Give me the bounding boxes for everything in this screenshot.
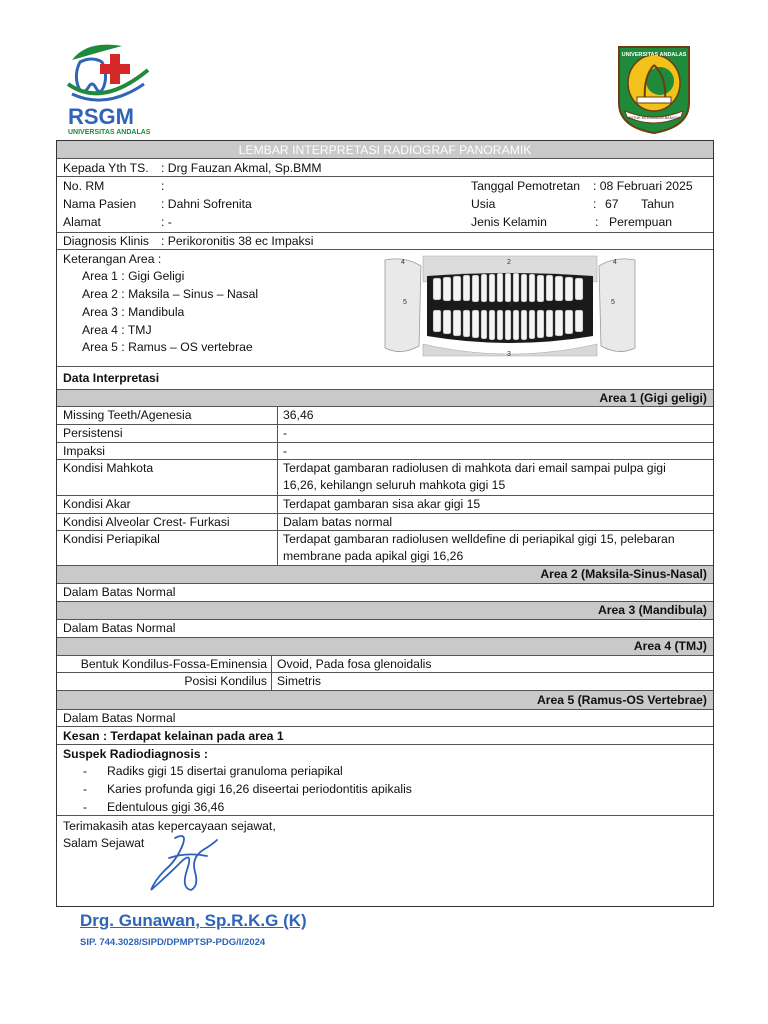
table-row [57,460,713,496]
alamat-label: Alamat [63,215,101,229]
rm-label: No. RM [63,179,105,193]
row-value: Terdapat gambaran radiolusen di mahkota dari email sampai pulpa gigi [283,461,666,475]
row-value: 36,46 [283,408,314,422]
kesan-row [57,727,713,745]
handwritten-signature [147,830,227,896]
bullet: - [83,764,88,778]
table-row [57,443,713,460]
area5-title: Area 5 (Ramus-OS Vertebrae) [536,693,707,707]
row-label: Kondisi Periapikal [63,532,160,546]
area1-header [57,389,713,407]
suspek-item: Radiks gigi 15 disertai granuloma periapikal [107,764,343,778]
row-kepada [57,159,713,177]
area3-title: Area 3 (Mandibula) [597,603,707,617]
signatory-name: Drg. Gunawan, Sp.R.K.G (K) [80,911,307,930]
diagnosis-value: : Perikoronitis 38 ec Impaksi [161,234,314,248]
table-row [57,425,713,443]
area2-header [57,566,713,584]
kesan-text: Kesan : Terdapat kelainan pada area 1 [63,729,284,743]
area2-body [57,584,713,602]
form-title-bar [57,141,713,159]
form-title: LEMBAR INTERPRETASI RADIOGRAF PANORAMIK [238,143,532,157]
row-alamat [57,213,713,233]
suspek-item: Edentulous gigi 36,46 [107,800,225,814]
row-label: Impaksi [63,444,105,458]
diagnosis-label: Diagnosis Klinis [63,234,150,248]
diagram-label-area4-left: 4 [401,259,405,266]
area4-header [57,638,713,656]
diagram-label-area2: 2 [507,259,511,266]
usia-colon: : [593,197,597,211]
row-label: Kondisi Mahkota [63,461,154,475]
suspek-item: Karies profunda gigi 16,26 diseertai periodontitis apikalis [107,782,412,796]
row-label: Posisi Kondilus [184,674,267,688]
alamat-value: : - [161,215,172,229]
jenis-kelamin-value: Perempuan [609,215,673,229]
diagram-label-area4-right: 4 [613,259,617,266]
table-row [57,496,713,514]
table-row [57,514,713,531]
usia-unit: Tahun [641,197,675,211]
usia-label: Usia [471,197,496,211]
row-value: - [283,426,288,440]
area-legend-item: Area 1 : Gigi Geligi [82,269,185,283]
svg-text:UNIVERSITAS ANDALAS: UNIVERSITAS ANDALAS [621,52,687,58]
table-row [57,407,713,425]
table-row [57,531,713,566]
row-label: Kondisi Akar [63,497,131,511]
area5-header [57,691,713,710]
row-label: Bentuk Kondilus-Fossa-Eminensia [80,657,267,671]
rsgm-logo [62,40,154,136]
closing-line-2: Salam Sejawat [63,836,145,850]
row-value: Ovoid, Pada fosa glenoidalis [277,657,432,671]
data-interpretasi-heading: Data Interpretasi [63,371,160,385]
diagram-label-area5-right: 5 [611,299,615,306]
svg-text:UNTUK KEDJAJAAN BANGSA: UNTUK KEDJAJAAN BANGSA [627,116,681,120]
diagram-label-area5-left: 5 [403,299,407,306]
diagram-label-area3: 3 [507,351,511,358]
area1-title: Area 1 (Gigi geligi) [599,391,707,405]
row-label: Kondisi Alveolar Crest- Furkasi [63,515,230,529]
closing-section [57,816,713,906]
area3-header [57,602,713,620]
area2-title: Area 2 (Maksila-Sinus-Nasal) [540,567,707,581]
row-diagnosis [57,233,713,250]
rsgm-logo-text: RSGM [68,104,134,129]
tanggal-value: : 08 Februari 2025 [593,179,693,193]
panoramic-area-diagram [375,252,645,360]
row-label: Missing Teeth/Agenesia [63,408,192,422]
row-value: Dalam batas normal [283,515,393,529]
area2-value: Dalam Batas Normal [63,585,176,599]
row-value-cont: membrane pada apikal gigi 16,26 [283,549,464,563]
svg-text:UNIVERSITAS ANDALAS: UNIVERSITAS ANDALAS [68,129,151,136]
table-row [57,656,713,673]
diagram-label-area1: 1 [509,301,513,308]
area3-body [57,620,713,638]
usia-value: 67 [605,197,619,211]
row-value: Terdapat gambaran sisa akar gigi 15 [283,497,481,511]
rm-value: : [161,179,165,193]
universitas-andalas-logo [615,43,693,135]
row-value-cont: 16,26, kehilangn seluruh mahkota gigi 15 [283,478,506,492]
row-label: Persistensi [63,426,123,440]
interpretation-form [56,140,714,907]
data-interpretasi-heading-row [57,367,713,389]
row-value: - [283,444,288,458]
bullet: - [83,782,88,796]
table-row [57,673,713,691]
area3-value: Dalam Batas Normal [63,621,176,635]
area5-value: Dalam Batas Normal [63,711,176,725]
area4-table [57,656,713,691]
bullet: - [83,800,88,814]
nama-value: : Dahni Sofrenita [161,197,252,211]
area4-title: Area 4 (TMJ) [633,639,707,653]
area-legend-item: Area 2 : Maksila – Sinus – Nasal [82,287,259,301]
area-legend-item: Area 5 : Ramus – OS vertebrae [82,340,253,354]
tanggal-label: Tanggal Pemotretan [471,179,581,193]
keterangan-title: Keterangan Area : [63,252,162,266]
kepada-value: : Drg Fauzan Akmal, Sp.BMM [161,161,322,175]
area-legend-item: Area 3 : Mandibula [82,305,185,319]
keterangan-section [57,250,713,367]
nama-label: Nama Pasien [63,197,137,211]
kepada-label: Kepada Yth TS. [63,161,149,175]
signatory-sip: SIP. 744.3028/SIPD/DPMPTSP-PDG/I/2024 [80,937,266,948]
closing-line-1: Terimakasih atas kepercayaan sejawat, [63,819,276,833]
row-nama [57,195,713,213]
suspek-section [57,745,713,816]
suspek-title: Suspek Radiodiagnosis : [63,747,208,761]
row-value: Simetris [277,674,322,688]
jenis-kelamin-label: Jenis Kelamin [471,215,547,229]
row-value: Terdapat gambaran radiolusen welldefine di periapikal gigi 15, pelebaran [283,532,675,546]
row-rm [57,177,713,195]
area5-body [57,710,713,727]
area1-table [57,407,713,566]
jk-colon: : [595,215,599,229]
area-legend-item: Area 4 : TMJ [82,323,152,337]
